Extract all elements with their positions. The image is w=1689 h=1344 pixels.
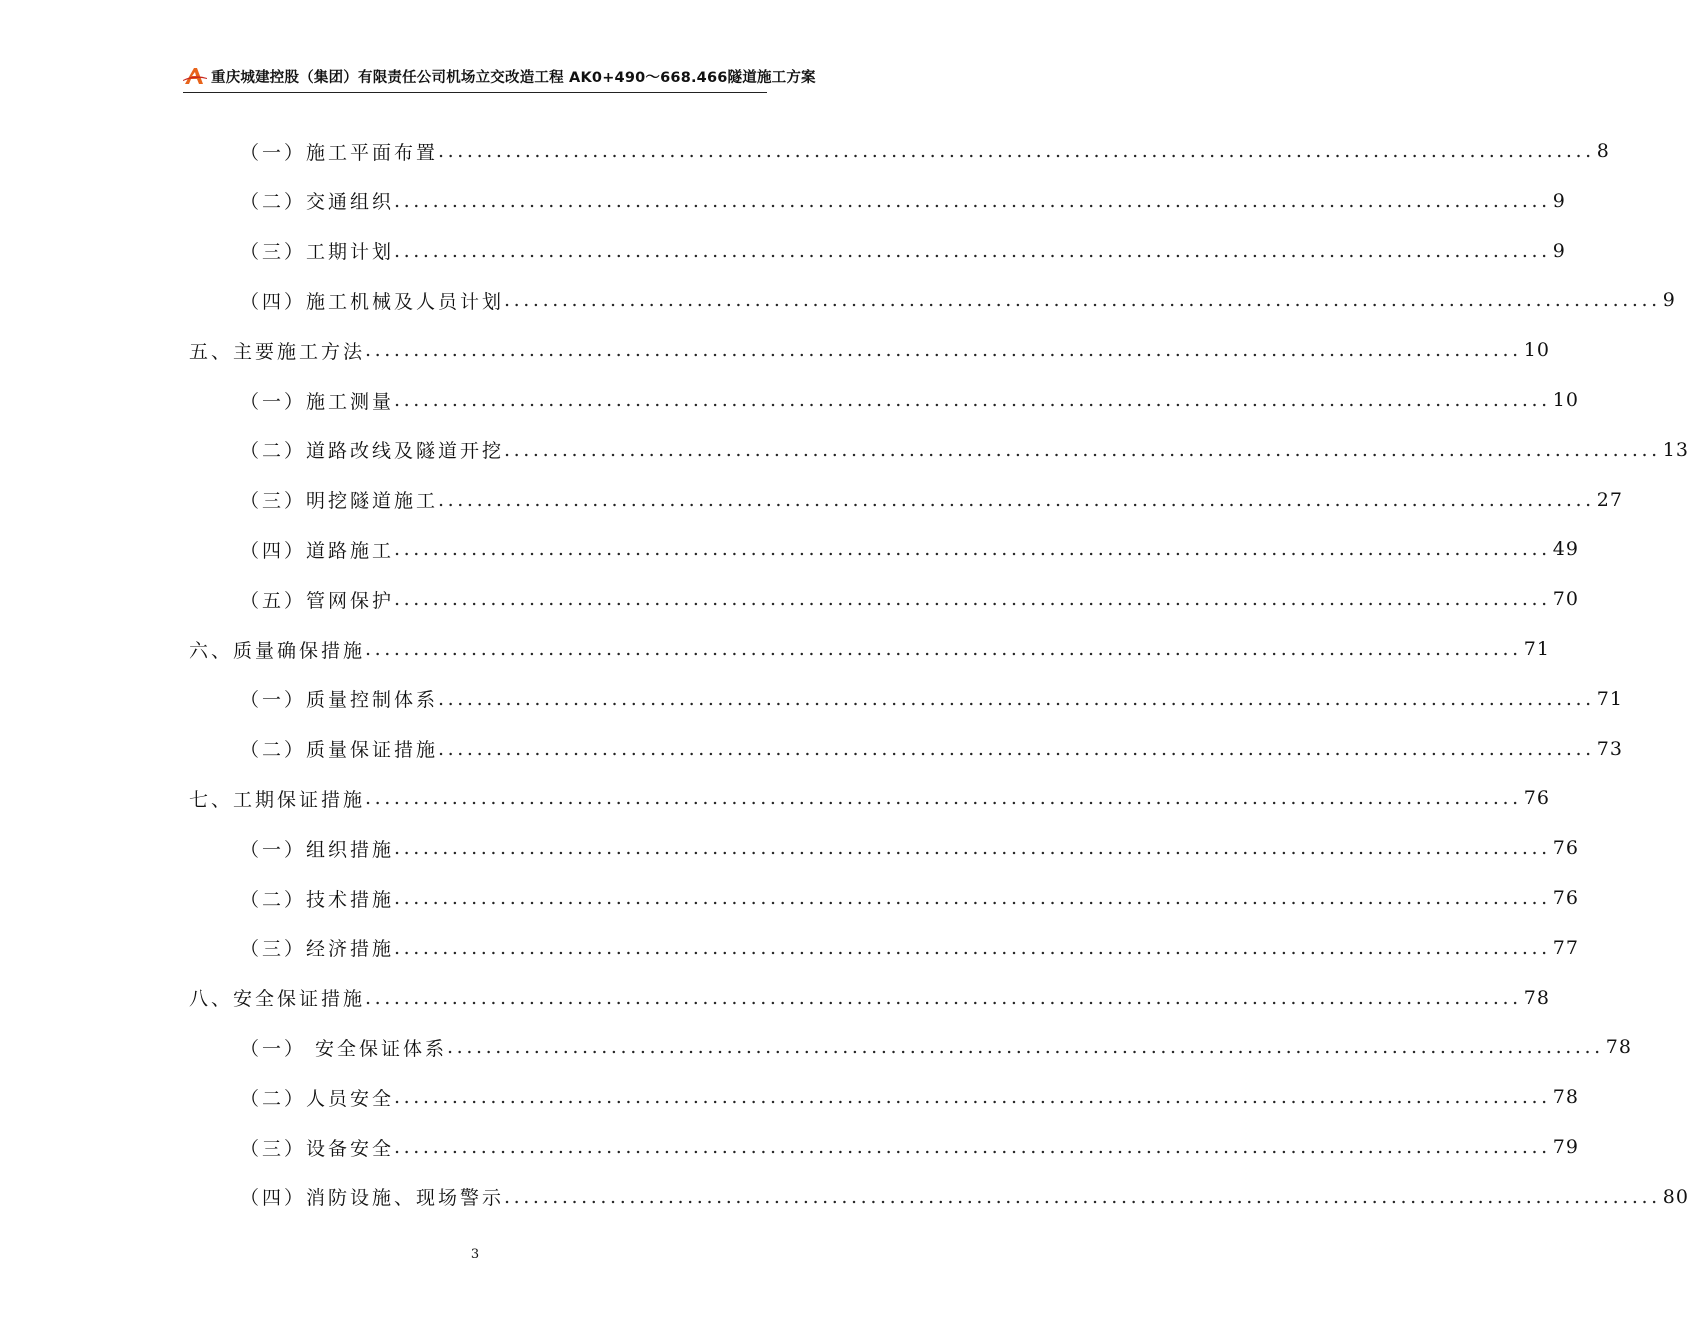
- toc-dot-leader: ........................................................................................................................: [365, 787, 1522, 810]
- toc-dot-leader: ........................................................................................................................: [394, 189, 1551, 212]
- toc-entry-page: 10: [1552, 389, 1579, 411]
- toc-dot-leader: ........................................................................................................................: [394, 588, 1551, 611]
- toc-entry-page: 77: [1552, 936, 1579, 959]
- toc-entry-page: 73: [1596, 737, 1623, 760]
- toc-entry-label: 六、质量确保措施: [189, 639, 366, 662]
- toc-dot-leader: ........................................................................................................................: [394, 389, 1551, 411]
- toc-dot-leader: ........................................................................................................................: [504, 438, 1661, 461]
- toc-entry-label: （二）交通组织: [240, 191, 395, 214]
- toc-dot-leader: ........................................................................................................................: [394, 936, 1551, 959]
- page-number: 3: [470, 1247, 480, 1262]
- toc-entry-label: （一）组织措施: [240, 838, 395, 861]
- toc-dot-leader: ........................................................................................................................: [438, 687, 1595, 710]
- toc-section-entry[interactable]: [240, 377, 1579, 423]
- toc-section-entry[interactable]: [240, 925, 1579, 971]
- toc-entry-page: 27: [1596, 488, 1623, 511]
- toc-entry-label: （三）设备安全: [240, 1137, 395, 1160]
- toc-entry-label: （二）技术措施: [240, 888, 395, 911]
- toc-entry-label: （四）施工机械及人员计划: [240, 290, 505, 313]
- toc-entry-page: 79: [1552, 1136, 1579, 1158]
- header-divider: [183, 92, 767, 93]
- toc-dot-leader: ........................................................................................................................: [394, 538, 1551, 561]
- toc-entry-page: 10: [1523, 339, 1550, 362]
- toc-chapter-entry[interactable]: [189, 626, 1550, 672]
- toc-section-entry[interactable]: [240, 277, 1676, 323]
- toc-dot-leader: ........................................................................................................................: [438, 140, 1595, 162]
- toc-dot-leader: ........................................................................................................................: [504, 289, 1661, 312]
- toc-section-entry[interactable]: [240, 128, 1610, 174]
- toc-entry-label: （一） 安全保证体系: [240, 1037, 448, 1060]
- toc-entry-page: 71: [1523, 638, 1550, 660]
- toc-dot-leader: ........................................................................................................................: [394, 1086, 1551, 1109]
- toc-entry-label: （五）管网保护: [240, 589, 395, 612]
- toc-section-entry[interactable]: [240, 1124, 1579, 1170]
- toc-chapter-entry[interactable]: [189, 975, 1550, 1021]
- toc-section-entry[interactable]: [240, 526, 1579, 572]
- toc-section-entry[interactable]: [240, 1024, 1632, 1070]
- toc-entry-label: （四）道路施工: [240, 539, 395, 562]
- toc-dot-leader: ........................................................................................................................: [438, 488, 1595, 511]
- toc-entry-page: 76: [1552, 837, 1579, 860]
- toc-dot-leader: ........................................................................................................................: [365, 638, 1522, 660]
- toc-section-entry[interactable]: [240, 228, 1566, 274]
- toc-section-entry[interactable]: [240, 1174, 1689, 1220]
- toc-entry-label: 五、主要施工方法: [189, 340, 366, 363]
- toc-entry-page: 78: [1605, 1036, 1632, 1059]
- toc-entry-label: （三）经济措施: [240, 938, 395, 961]
- toc-entry-label: （二）道路改线及隧道开挖: [240, 440, 505, 463]
- toc-entry-page: 9: [1552, 189, 1566, 212]
- toc-entry-page: 9: [1662, 289, 1676, 312]
- toc-entry-label: （一）施工平面布置: [240, 141, 439, 164]
- toc-entry-page: 78: [1552, 1086, 1579, 1109]
- toc-section-entry[interactable]: [240, 676, 1623, 722]
- toc-section-entry[interactable]: [240, 178, 1566, 224]
- toc-entry-page: 78: [1523, 986, 1550, 1009]
- toc-entry-label: 八、安全保证措施: [189, 988, 366, 1011]
- toc-entry-label: （三）明挖隧道施工: [240, 490, 439, 513]
- toc-dot-leader: ........................................................................................................................: [394, 239, 1551, 262]
- toc-entry-page: 13: [1662, 438, 1689, 461]
- toc-section-entry[interactable]: [240, 726, 1623, 772]
- toc-entry-page: 8: [1596, 140, 1610, 162]
- toc-chapter-entry[interactable]: [189, 775, 1550, 821]
- toc-entry-page: 76: [1523, 787, 1550, 810]
- toc-entry-label: （四）消防设施、现场警示: [240, 1187, 505, 1210]
- toc-entry-label: 七、工期保证措施: [189, 788, 366, 811]
- company-logo-icon: [183, 66, 207, 86]
- toc-entry-label: （一）施工测量: [240, 390, 395, 413]
- toc-section-entry[interactable]: [240, 477, 1623, 523]
- toc-chapter-entry[interactable]: [189, 327, 1550, 373]
- toc-section-entry[interactable]: [240, 427, 1689, 473]
- document-title: 重庆城建控股（集团）有限责任公司机场立交改造工程 AK0+490～668.466隧道施工方案: [211, 70, 816, 86]
- toc-dot-leader: ........................................................................................................................: [365, 339, 1522, 362]
- toc-entry-page: 80: [1662, 1185, 1689, 1208]
- toc-entry-label: （三）工期计划: [240, 241, 395, 264]
- toc-section-entry[interactable]: [240, 825, 1579, 871]
- toc-dot-leader: ........................................................................................................................: [447, 1036, 1604, 1059]
- toc-entry-page: 76: [1552, 887, 1579, 909]
- toc-dot-leader: ........................................................................................................................: [438, 737, 1595, 760]
- toc-entry-label: （二）人员安全: [240, 1087, 395, 1110]
- toc-entry-page: 49: [1552, 538, 1579, 561]
- toc-dot-leader: ........................................................................................................................: [504, 1185, 1661, 1208]
- toc-section-entry[interactable]: [240, 576, 1579, 622]
- toc-entry-page: 70: [1552, 588, 1579, 611]
- toc-section-entry[interactable]: [240, 875, 1579, 921]
- toc-entry-page: 71: [1596, 687, 1623, 710]
- toc-entry-label: （一）质量控制体系: [240, 689, 439, 712]
- toc-dot-leader: ........................................................................................................................: [365, 986, 1522, 1009]
- toc-dot-leader: ........................................................................................................................: [394, 887, 1551, 909]
- toc-entry-label: （二）质量保证措施: [240, 739, 439, 762]
- toc-section-entry[interactable]: [240, 1074, 1579, 1120]
- toc-dot-leader: ........................................................................................................................: [394, 1136, 1551, 1158]
- toc-dot-leader: ........................................................................................................................: [394, 837, 1551, 860]
- toc-entry-page: 9: [1552, 239, 1566, 262]
- page-header: [0, 62, 950, 92]
